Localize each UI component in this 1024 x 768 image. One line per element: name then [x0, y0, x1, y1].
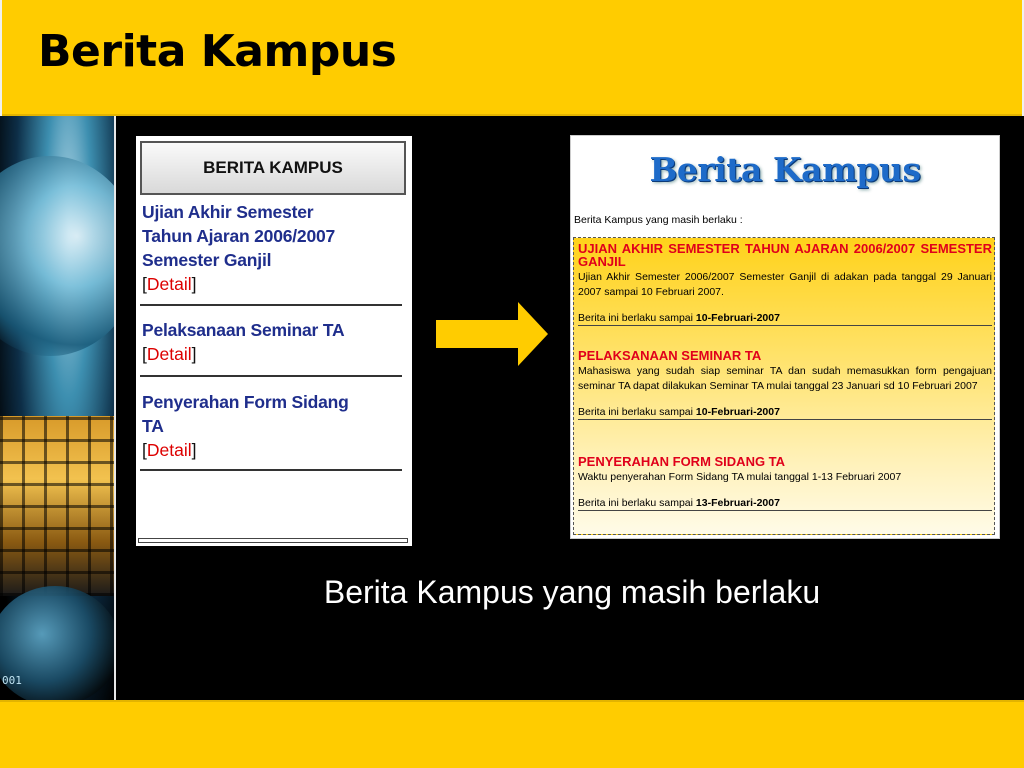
news-heading[interactable]: UJIAN AKHIR SEMESTER TAHUN AJARAN 2006/2007 SEMESTER GANJIL [578, 241, 992, 269]
detail-bracket-close: ] [191, 440, 197, 460]
detail-row [142, 272, 404, 296]
title-band [0, 0, 1024, 116]
news-body: Mahasiswa yang sudah siap seminar TA dan sudah memasukkan form pengajuan seminar TA dapat dilakukan Seminar TA mulai tanggal 23 Januari sd 10 Februari 2007 [578, 365, 992, 392]
detail-bracket-open: [ [142, 344, 147, 364]
detail-row [142, 342, 404, 366]
decor-orb [0, 156, 114, 356]
valid-date: 13-Februari-2007 [695, 497, 780, 509]
web-screenshot [570, 135, 1000, 539]
decorative-side-image [0, 116, 114, 700]
right-arrow-icon [434, 300, 550, 368]
slide-title: Berita Kampus [38, 26, 397, 77]
phone-news-title-line[interactable]: TA [142, 416, 164, 436]
valid-prefix: Berita ini berlaku sampai [578, 312, 693, 324]
news-heading[interactable]: PENYERAHAN FORM SIDANG TA [578, 454, 786, 469]
phone-news-title-line[interactable]: Penyerahan Form Sidang [142, 392, 349, 412]
footer-band [0, 700, 1024, 768]
phone-separator [140, 375, 402, 377]
valid-prefix: Berita ini berlaku sampai [578, 497, 693, 509]
phone-news-item [142, 318, 404, 366]
news-body: Waktu penyerahan Form Sidang TA mulai tanggal 1-13 Februari 2007 [578, 471, 902, 483]
detail-bracket-open: [ [142, 440, 147, 460]
phone-news-title-line[interactable]: Ujian Akhir Semester [142, 202, 314, 222]
detail-link[interactable]: Detail [146, 440, 192, 460]
detail-link[interactable]: Detail [146, 274, 192, 294]
news-heading[interactable]: PELAKSANAAN SEMINAR TA [578, 348, 762, 363]
web-news-item [578, 455, 992, 511]
band-edge-left [0, 0, 2, 116]
news-body: Ujian Akhir Semester 2006/2007 Semester Ganjil di adakan pada tanggal 29 Januari 2007 sampai 10 Februari 2007. [578, 271, 992, 298]
news-box [573, 237, 995, 535]
news-valid-until [578, 497, 992, 511]
decor-grid [0, 416, 114, 596]
detail-bracket-close: ] [191, 274, 197, 294]
detail-link[interactable]: Detail [146, 344, 192, 364]
detail-bracket-open: [ [142, 274, 147, 294]
valid-date: 10-Februari-2007 [695, 406, 780, 418]
detail-bracket-close: ] [191, 344, 197, 364]
web-intro-text: Berita Kampus yang masih berlaku : [574, 214, 743, 226]
phone-news-title-line[interactable]: Semester Ganjil [142, 250, 272, 270]
side-divider [114, 116, 116, 700]
valid-date: 10-Februari-2007 [695, 312, 780, 324]
valid-prefix: Berita ini berlaku sampai [578, 406, 693, 418]
detail-row [142, 438, 404, 462]
web-logo: Berita Kampus [649, 150, 921, 189]
phone-separator [140, 469, 402, 471]
mobile-screenshot [136, 136, 412, 546]
news-valid-until [578, 312, 992, 326]
web-news-item [578, 349, 992, 420]
news-valid-until [578, 406, 992, 420]
phone-news-title-line[interactable]: Tahun Ajaran 2006/2007 [142, 226, 336, 246]
decor-digits: 001 [2, 674, 22, 687]
phone-news-item [142, 200, 404, 296]
web-news-item [578, 242, 992, 326]
phone-header: BERITA KAMPUS [140, 141, 406, 195]
phone-scrollbar[interactable] [138, 538, 408, 543]
phone-news-item [142, 390, 404, 462]
slide-caption: Berita Kampus yang masih berlaku [323, 574, 821, 610]
phone-separator [140, 304, 402, 306]
phone-news-title-line[interactable]: Pelaksanaan Seminar TA [142, 320, 345, 340]
